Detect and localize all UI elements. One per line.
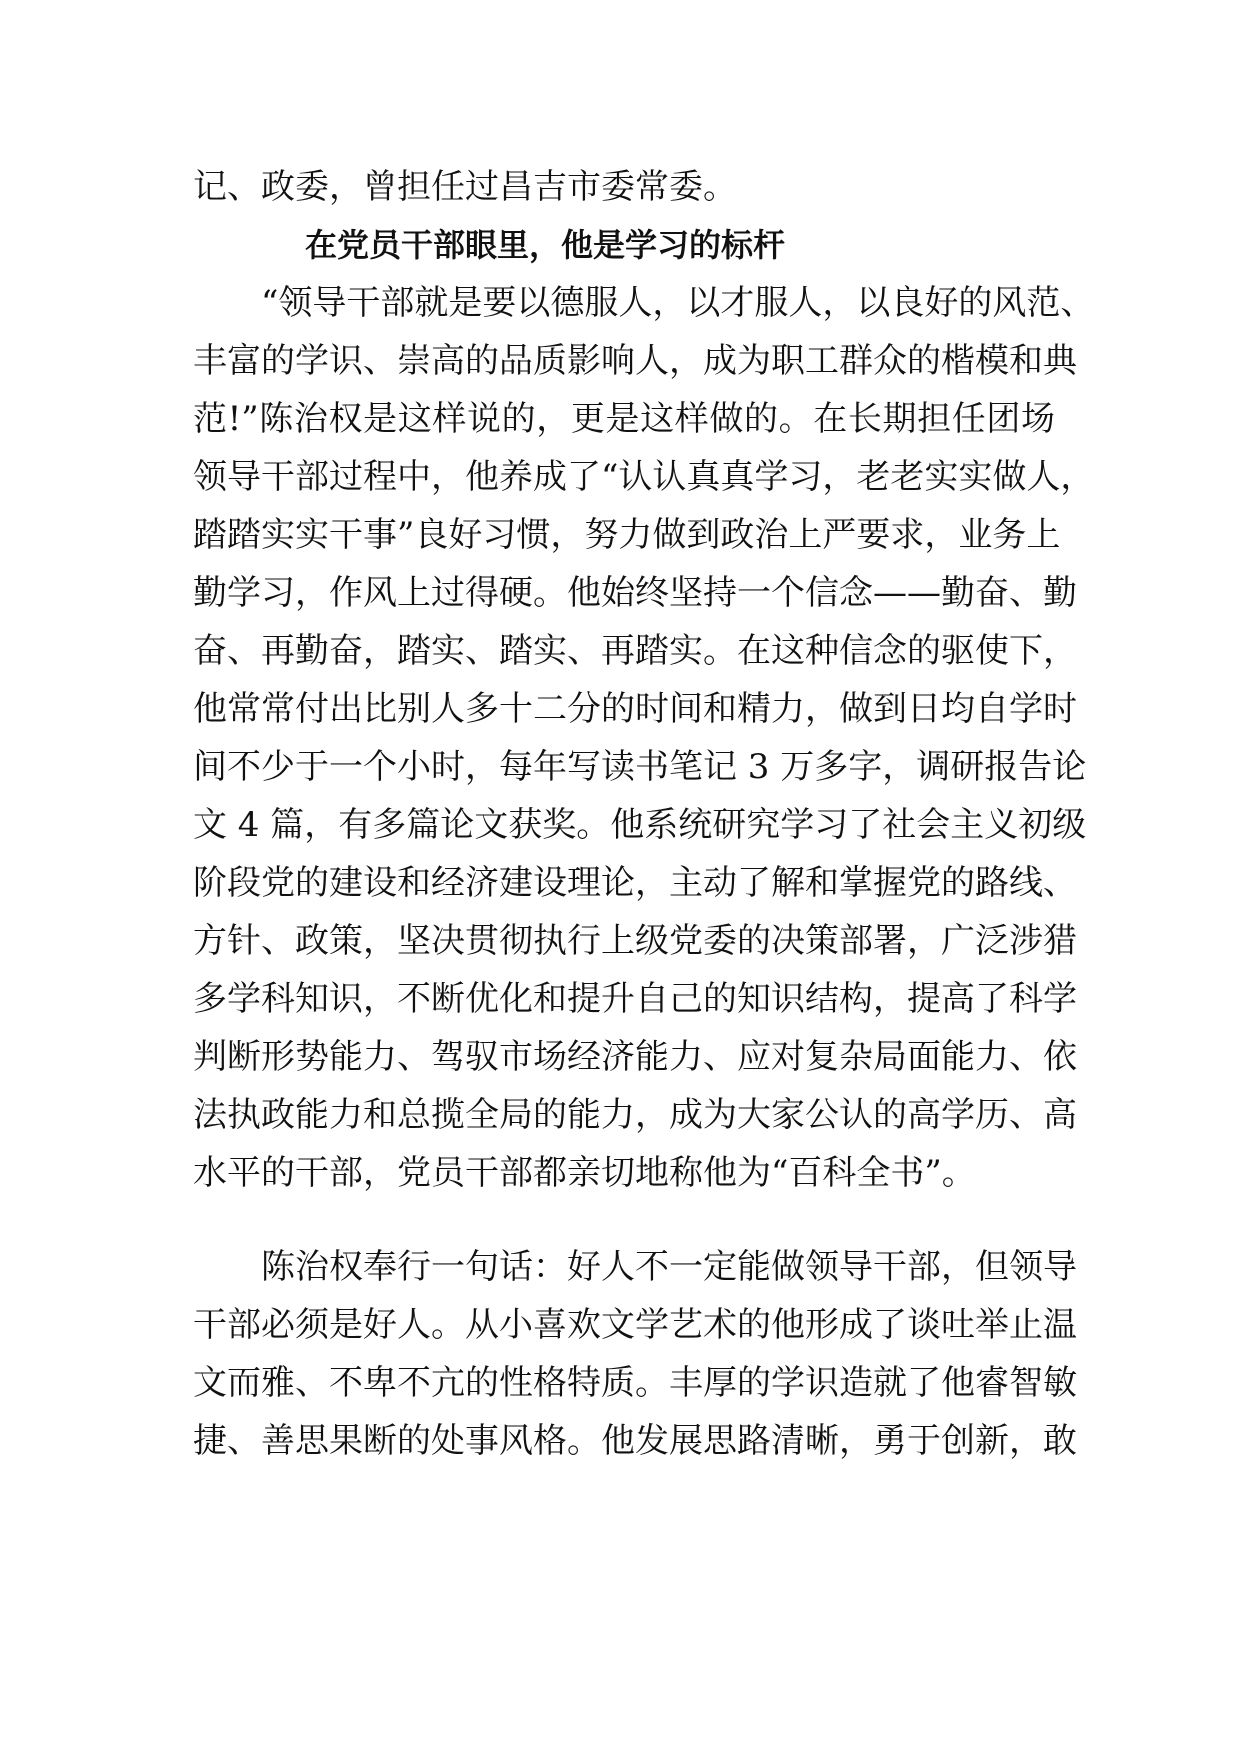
section-title: 在党员干部眼里，他是学习的标杆 — [305, 226, 786, 264]
paragraph-line: “领导干部就是要以德服人，以才服人，以良好的风范、 — [261, 283, 1095, 323]
paragraph-1 — [193, 274, 1095, 1202]
paragraph-line: 阶段党的建设和经济建设理论，主动了解和掌握党的路线、 — [193, 863, 1077, 903]
paragraph-2 — [193, 1238, 1077, 1470]
paragraph-line: 范!”陈治权是这样说的，更是这样做的。在长期担任团场 — [193, 399, 1055, 439]
paragraph-line: 丰富的学识、崇高的品质影响人，成为职工群众的楷模和典 — [193, 341, 1077, 381]
paragraph-line: 方针、政策，坚决贯彻执行上级党委的决策部署，广泛涉猎 — [193, 921, 1077, 961]
paragraph-line: 文 4 篇，有多篇论文获奖。他系统研究学习了社会主义初级 — [193, 805, 1087, 845]
paragraph-gap — [193, 1202, 1055, 1238]
paragraph-line: 多学科知识，不断优化和提升自己的知识结构，提高了科学 — [193, 979, 1077, 1019]
paragraph-line: 干部必须是好人。从小喜欢文学艺术的他形成了谈吐举止温 — [193, 1305, 1077, 1345]
continuation-line: 记、政委，曾担任过昌吉市委常委。 — [193, 167, 737, 207]
paragraph-line: 他常常付出比别人多十二分的时间和精力，做到日均自学时 — [193, 689, 1077, 729]
paragraph-line: 水平的干部，党员干部都亲切地称他为“百科全书”。 — [193, 1153, 976, 1193]
paragraph-line: 奋、再勤奋，踏实、踏实、再踏实。在这种信念的驱使下， — [193, 631, 1077, 671]
paragraph-line: 捷、善思果断的处事风格。他发展思路清晰，勇于创新，敢 — [193, 1421, 1077, 1461]
document-page — [193, 158, 1095, 1470]
paragraph-line: 陈治权奉行一句话：好人不一定能做领导干部，但领导 — [261, 1247, 1077, 1287]
paragraph-line: 法执政能力和总揽全局的能力，成为大家公认的高学历、高 — [193, 1095, 1077, 1135]
paragraph-line: 勤学习，作风上过得硬。他始终坚持一个信念——勤奋、勤 — [193, 573, 1077, 613]
paragraph-line: 间不少于一个小时，每年写读书笔记 3 万多字，调研报告论 — [193, 747, 1087, 787]
paragraph-line: 领导干部过程中，他养成了“认认真真学习，老老实实做人， — [193, 457, 1095, 497]
paragraph-line: 文而雅、不卑不亢的性格特质。丰厚的学识造就了他睿智敏 — [193, 1363, 1077, 1403]
paragraph-line: 判断形势能力、驾驭市场经济能力、应对复杂局面能力、依 — [193, 1037, 1077, 1077]
paragraph-line: 踏踏实实干事”良好习惯，努力做到政治上严要求，业务上 — [193, 515, 1061, 555]
